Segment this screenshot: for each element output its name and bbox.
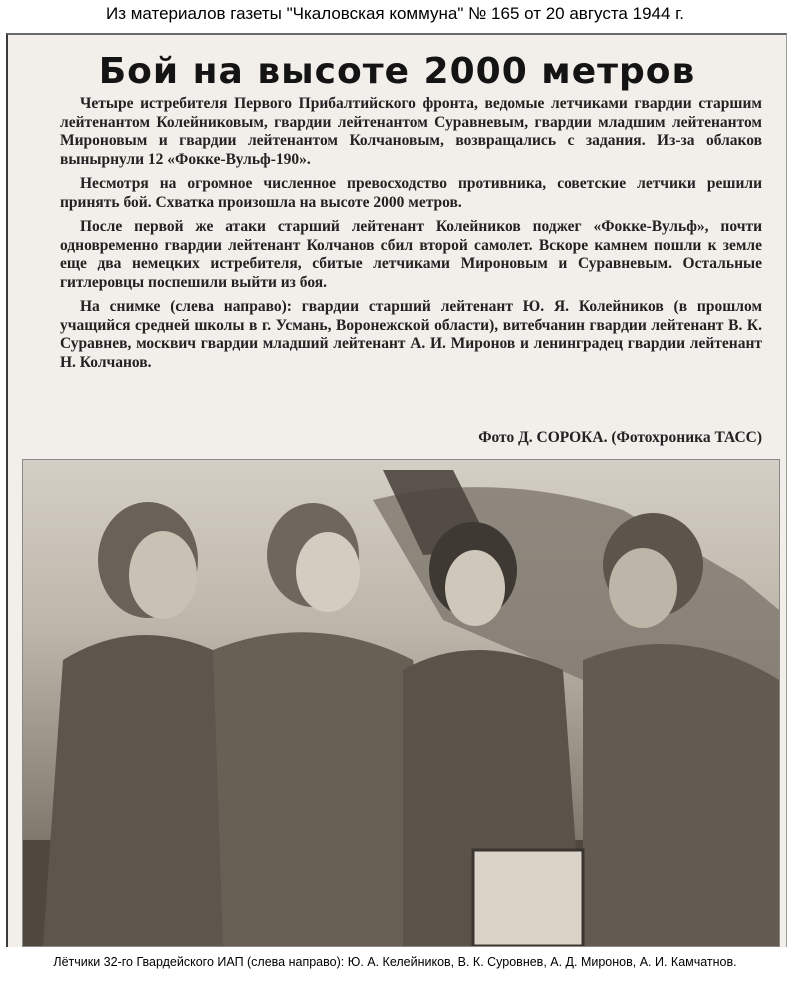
article-body	[60, 95, 762, 372]
newspaper-clipping	[6, 33, 787, 947]
pilots-photo	[22, 459, 780, 947]
article-paragraph: Несмотря на огромное численное превосходство противника, советские летчики решили принять бой. Схватка произошла на высоте 2000 метров.	[60, 175, 762, 211]
photo-caption: На снимке (слева направо): гвардии старший лейтенант Ю. Я. Колейников (в прошлом учащийся средней школы в г. Усмань, Воронежской области), витебчанин гвардии лейтенант В. К. Суравнев, москвич гвардии младший лейтенант А. И. Миронов и ленинградец гвардии лейтенант Н. Колчанов.	[60, 298, 762, 371]
photo-footer-caption: Лётчики 32-го Гвардейского ИАП (слева направо): Ю. А. Келейников, В. К. Суровнев, А. Д. Миронов, А. И. Камчатнов.	[53, 955, 737, 969]
article-headline: Бой на высоте 2000 метров	[98, 51, 696, 92]
source-caption: Из материалов газеты "Чкаловская коммуна" № 165 от 20 августа 1944 г.	[106, 4, 684, 23]
pilots-photo-illustration	[23, 460, 779, 946]
photo-credit: Фото Д. СОРОКА. (Фотохроника ТАСС)	[478, 429, 762, 446]
article-paragraph: Четыре истребителя Первого Прибалтийского фронта, ведомые летчиками гвардии старшим лейтенантом Колейниковым, гвардии лейтенантом Суравневым, гвардии младшим лейтенантом Мироновым и гвардии лейтенантом Колчановым, возвращались с задания. Из-за облаков вынырнули 12 «Фокке-Вульф-190».	[60, 95, 762, 168]
article-paragraph: После первой же атаки старший лейтенант Колейников поджег «Фокке-Вульф», почти одновременно гвардии лейтенант Колчанов сбил второй самолет. Вскоре камнем пошли к земле еще два немецких истребителя, сбитые летчиками Мироновым и Суравневым. Остальные гитлеровцы поспешили выйти из боя.	[60, 218, 762, 291]
